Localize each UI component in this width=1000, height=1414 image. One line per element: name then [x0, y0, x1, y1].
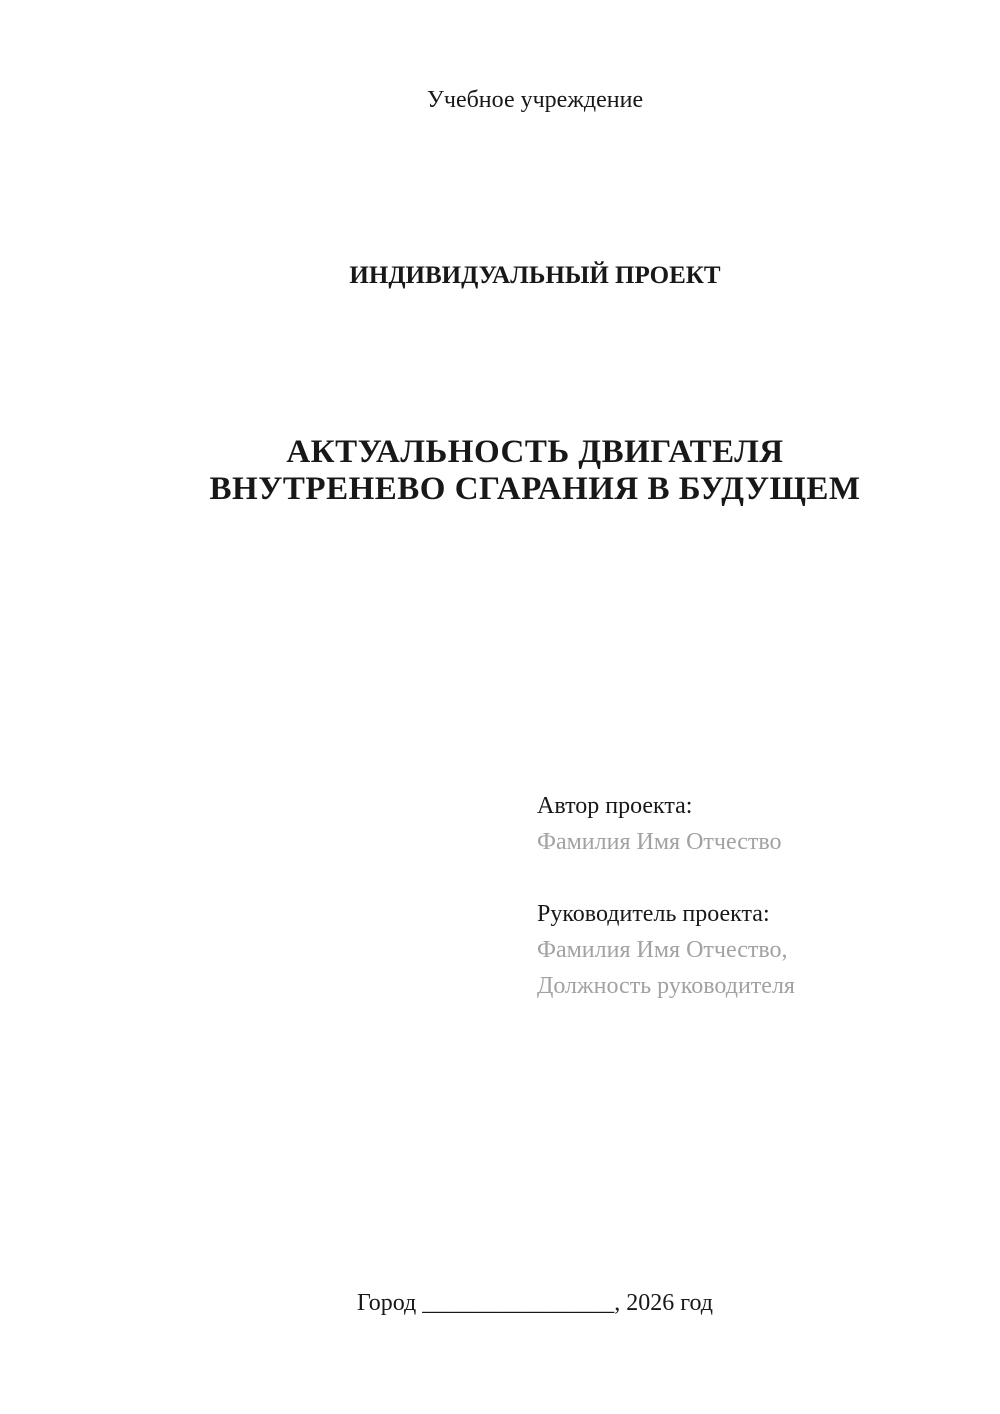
author-name-placeholder: Фамилия Имя Отчество — [537, 829, 782, 855]
institution-name: Учебное учреждение — [426, 87, 644, 113]
document-title-line-2: ВНУТРЕНЕВО СГАРАНИЯ В БУДУЩЕМ — [209, 471, 861, 507]
supervisor-name-placeholder: Фамилия Имя Отчество, — [537, 937, 788, 963]
city-year-line: Город ________________, 2026 год — [356, 1290, 714, 1316]
supervisor-group — [537, 896, 795, 1004]
supervisor-label: Руководитель проекта: — [537, 901, 770, 927]
document-title-line-1: АКТУАЛЬНОСТЬ ДВИГАТЕЛЯ — [286, 434, 784, 470]
credits-block — [537, 788, 795, 1004]
supervisor-position-placeholder: Должность руководителя — [537, 973, 795, 999]
document-title — [120, 434, 950, 508]
author-label: Автор проекта: — [537, 793, 693, 819]
document-type-heading: ИНДИВИДУАЛЬНЫЙ ПРОЕКТ — [349, 262, 721, 289]
author-group — [537, 788, 795, 860]
